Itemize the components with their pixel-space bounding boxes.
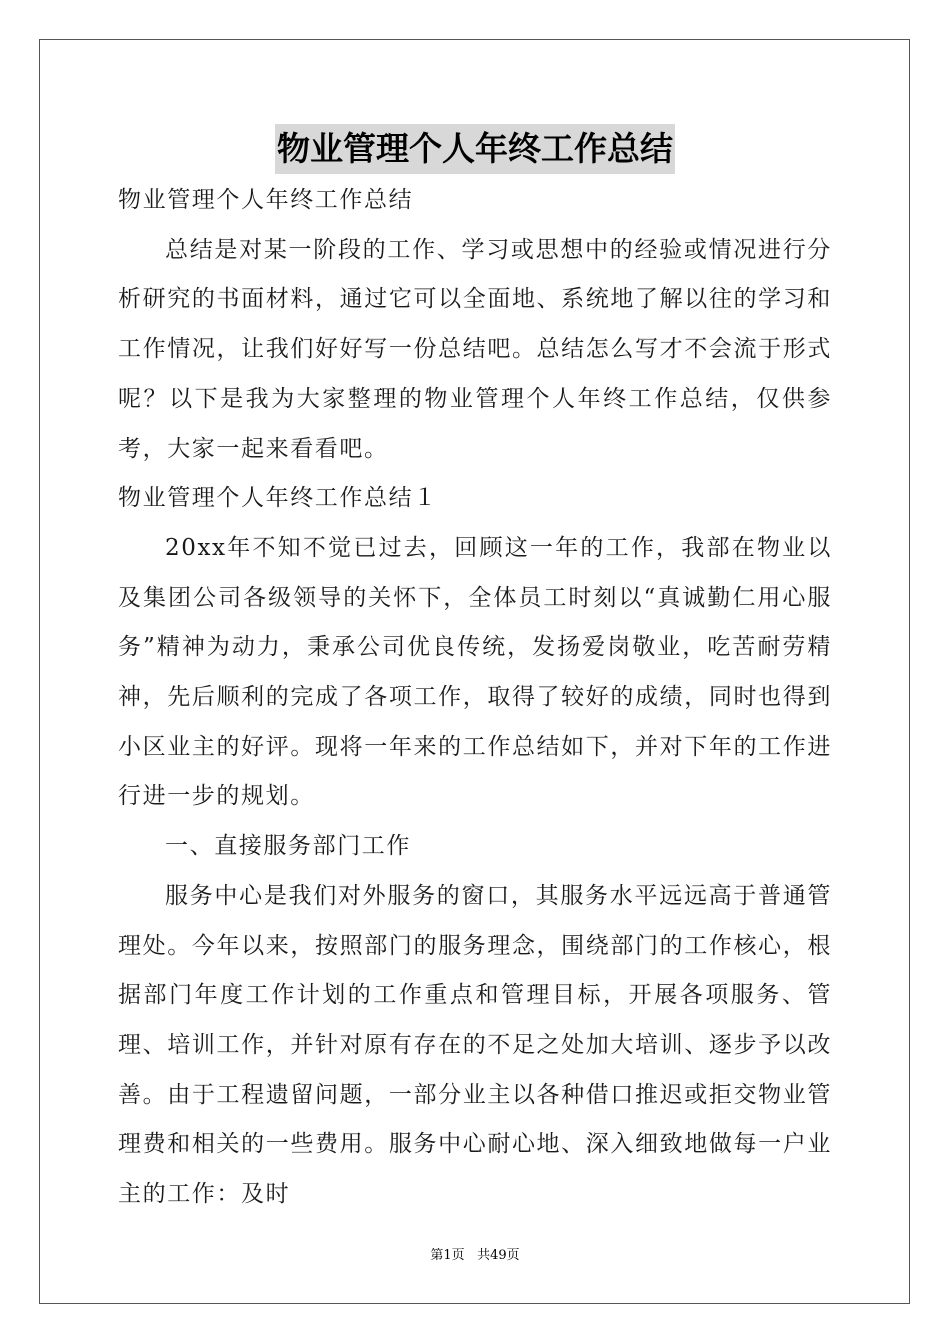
subtitle-paragraph: 物业管理个人年终工作总结 xyxy=(118,187,414,213)
title-container xyxy=(0,124,950,174)
document-body xyxy=(118,176,832,1220)
subsection-heading: 一、直接服务部门工作 xyxy=(165,833,411,860)
page-total: 共49页 xyxy=(477,1248,520,1263)
document-title: 物业管理个人年终工作总结 xyxy=(275,124,675,174)
intro-paragraph: 总结是对某一阶段的工作、学习或思想中的经验或情况进行分析研究的书面材料，通过它可以全面地、系统地了解以往的学习和工作情况，让我们好好写一份总结吧。总结怎么写才不会流于形式呢？以下是我为大家整理的物业管理个人年终工作总结，仅供参考，大家一起来看看吧。 xyxy=(118,236,832,462)
body-paragraph: 20xx年不知不觉已过去，回顾这一年的工作，我部在物业以及集团公司各级领导的关怀下，全体员工时刻以“真诚勤仁用心服务”精神为动力，秉承公司优良传统，发扬爱岗敬业，吃苦耐劳精神，先后顺利的完成了各项工作，取得了较好的成绩，同时也得到小区业主的好评。现将一年来的工作总结如下，并对下年的工作进行进一步的规划。 xyxy=(118,534,832,810)
body-paragraph: 服务中心是我们对外服务的窗口，其服务水平远远高于普通管理处。今年以来，按照部门的服务理念，围绕部门的工作核心，根据部门年度工作计划的工作重点和管理目标，开展各项服务、管理、培训工作，并针对原有存在的不足之处加大培训、逐步予以改善。由于工程遗留问题，一部分业主以各种借口推迟或拒交物业管理费和相关的一些费用。服务中心耐心地、深入细致地做每一户业主的工作：及时 xyxy=(118,882,832,1208)
page-number: 第1页 xyxy=(430,1248,465,1263)
page-footer xyxy=(0,1244,950,1263)
section-heading: 物业管理个人年终工作总结１ xyxy=(118,485,438,512)
